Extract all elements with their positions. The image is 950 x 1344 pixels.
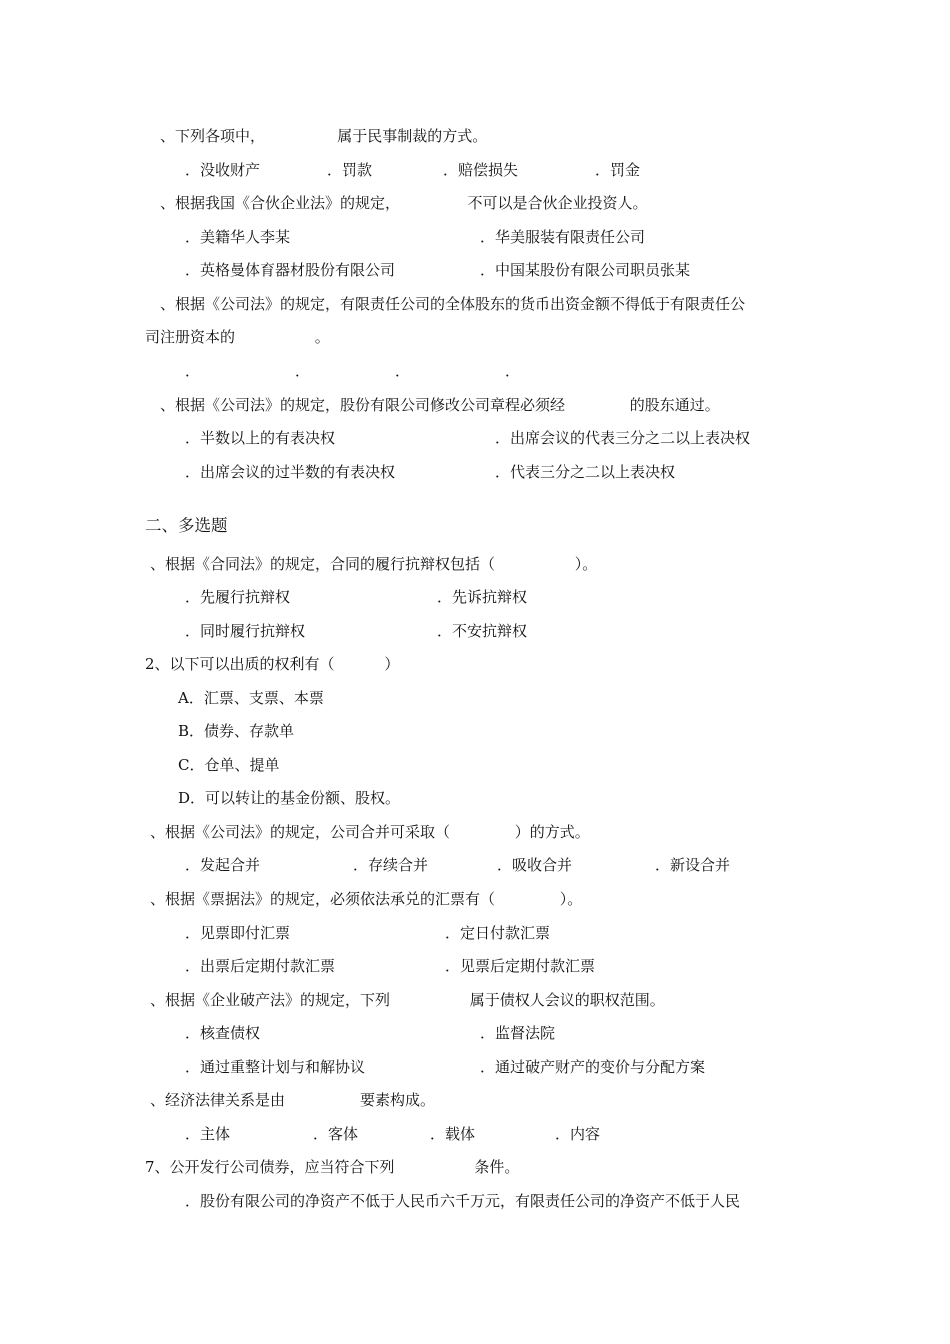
m6-option-c: ．载体 <box>430 1125 476 1143</box>
m3-option-b: ．存续合并 <box>353 856 429 874</box>
m2-option-a: A．汇票、支票、本票 <box>178 689 324 707</box>
m5-option-d: ．通过破产财产的变价与分配方案 <box>480 1058 706 1076</box>
m5-option-c: ．通过重整计划与和解协议 <box>185 1058 366 1076</box>
m1-option-d: ．不安抗辩权 <box>437 622 528 640</box>
q3-option-a: ． <box>185 362 201 380</box>
q4-stem: 、根据《公司法》的规定，股份有限公司修改公司章程必须经 的股东通过。 <box>160 396 720 414</box>
q3-stem-line2: 司注册资本的 。 <box>145 328 330 346</box>
m3-option-d: ．新设合并 <box>655 856 731 874</box>
q1-option-c: ．赔偿损失 <box>443 161 519 179</box>
m3-option-a: ．发起合并 <box>185 856 261 874</box>
m1-stem: 、根据《合同法》的规定，合同的履行抗辩权包括（ ）。 <box>150 555 598 573</box>
q1-option-d: ．罚金 <box>595 161 641 179</box>
q2-option-d: ．中国某股份有限公司职员张某 <box>480 261 691 279</box>
q4-option-a: ．半数以上的有表决权 <box>185 429 336 447</box>
m2-stem: 2、以下可以出质的权利有（ ） <box>145 655 400 673</box>
q4-option-d: ．代表三分之二以上表决权 <box>495 463 676 481</box>
m2-option-c: C．仓单、提单 <box>178 756 280 774</box>
q3-option-c: ． <box>395 362 411 380</box>
m5-option-b: ．监督法院 <box>480 1024 556 1042</box>
q2-option-b: ．华美服装有限责任公司 <box>480 228 646 246</box>
m1-option-a: ．先履行抗辩权 <box>185 588 291 606</box>
m5-stem: 、根据《企业破产法》的规定，下列 属于债权人会议的职权范围。 <box>150 991 665 1009</box>
m7-stem: 7、公开发行公司债券，应当符合下列 条件。 <box>145 1158 520 1176</box>
m4-option-d: ．见票后定期付款汇票 <box>445 957 596 975</box>
m4-stem: 、根据《票据法》的规定，必须依法承兑的汇票有（ ）。 <box>150 890 583 908</box>
m6-option-b: ．客体 <box>313 1125 359 1143</box>
q3-stem-line1: 、根据《公司法》的规定，有限责任公司的全体股东的货币出资金额不得低于有限责任公 <box>160 295 746 313</box>
m6-stem: 、经济法律关系是由 要素构成。 <box>150 1091 436 1109</box>
m4-option-b: ．定日付款汇票 <box>445 924 551 942</box>
m2-option-d: D．可以转让的基金份额、股权。 <box>178 789 401 807</box>
q3-option-b: ． <box>295 362 311 380</box>
q2-stem: 、根据我国《合伙企业法》的规定， 不可以是合伙企业投资人。 <box>160 194 648 212</box>
q4-option-b: ．出席会议的代表三分之二以上表决权 <box>495 429 751 447</box>
section-title-multiple-choice: 二、多选题 <box>145 516 228 535</box>
m2-option-b: B．债券、存款单 <box>178 722 295 740</box>
m6-option-d: ．内容 <box>555 1125 601 1143</box>
m4-option-a: ．见票即付汇票 <box>185 924 291 942</box>
q4-option-c: ．出席会议的过半数的有表决权 <box>185 463 396 481</box>
m1-option-c: ．同时履行抗辩权 <box>185 622 306 640</box>
q1-option-a: ．没收财产 <box>185 161 261 179</box>
q2-option-c: ．英格曼体育器材股份有限公司 <box>185 261 396 279</box>
m1-option-b: ．先诉抗辩权 <box>437 588 528 606</box>
m4-option-c: ．出票后定期付款汇票 <box>185 957 336 975</box>
q1-option-b: ．罚款 <box>327 161 373 179</box>
m7-option-a: ．股份有限公司的净资产不低于人民币六千万元，有限责任公司的净资产不低于人民 <box>185 1192 741 1210</box>
m3-stem: 、根据《公司法》的规定，公司合并可采取（ ）的方式。 <box>150 823 590 841</box>
q3-option-d: ． <box>505 362 521 380</box>
m6-option-a: ．主体 <box>185 1125 231 1143</box>
q1-stem: 、下列各项中， 属于民事制裁的方式。 <box>160 127 488 145</box>
m5-option-a: ．核查债权 <box>185 1024 261 1042</box>
q2-option-a: ．美籍华人李某 <box>185 228 291 246</box>
m3-option-c: ．吸收合并 <box>497 856 573 874</box>
